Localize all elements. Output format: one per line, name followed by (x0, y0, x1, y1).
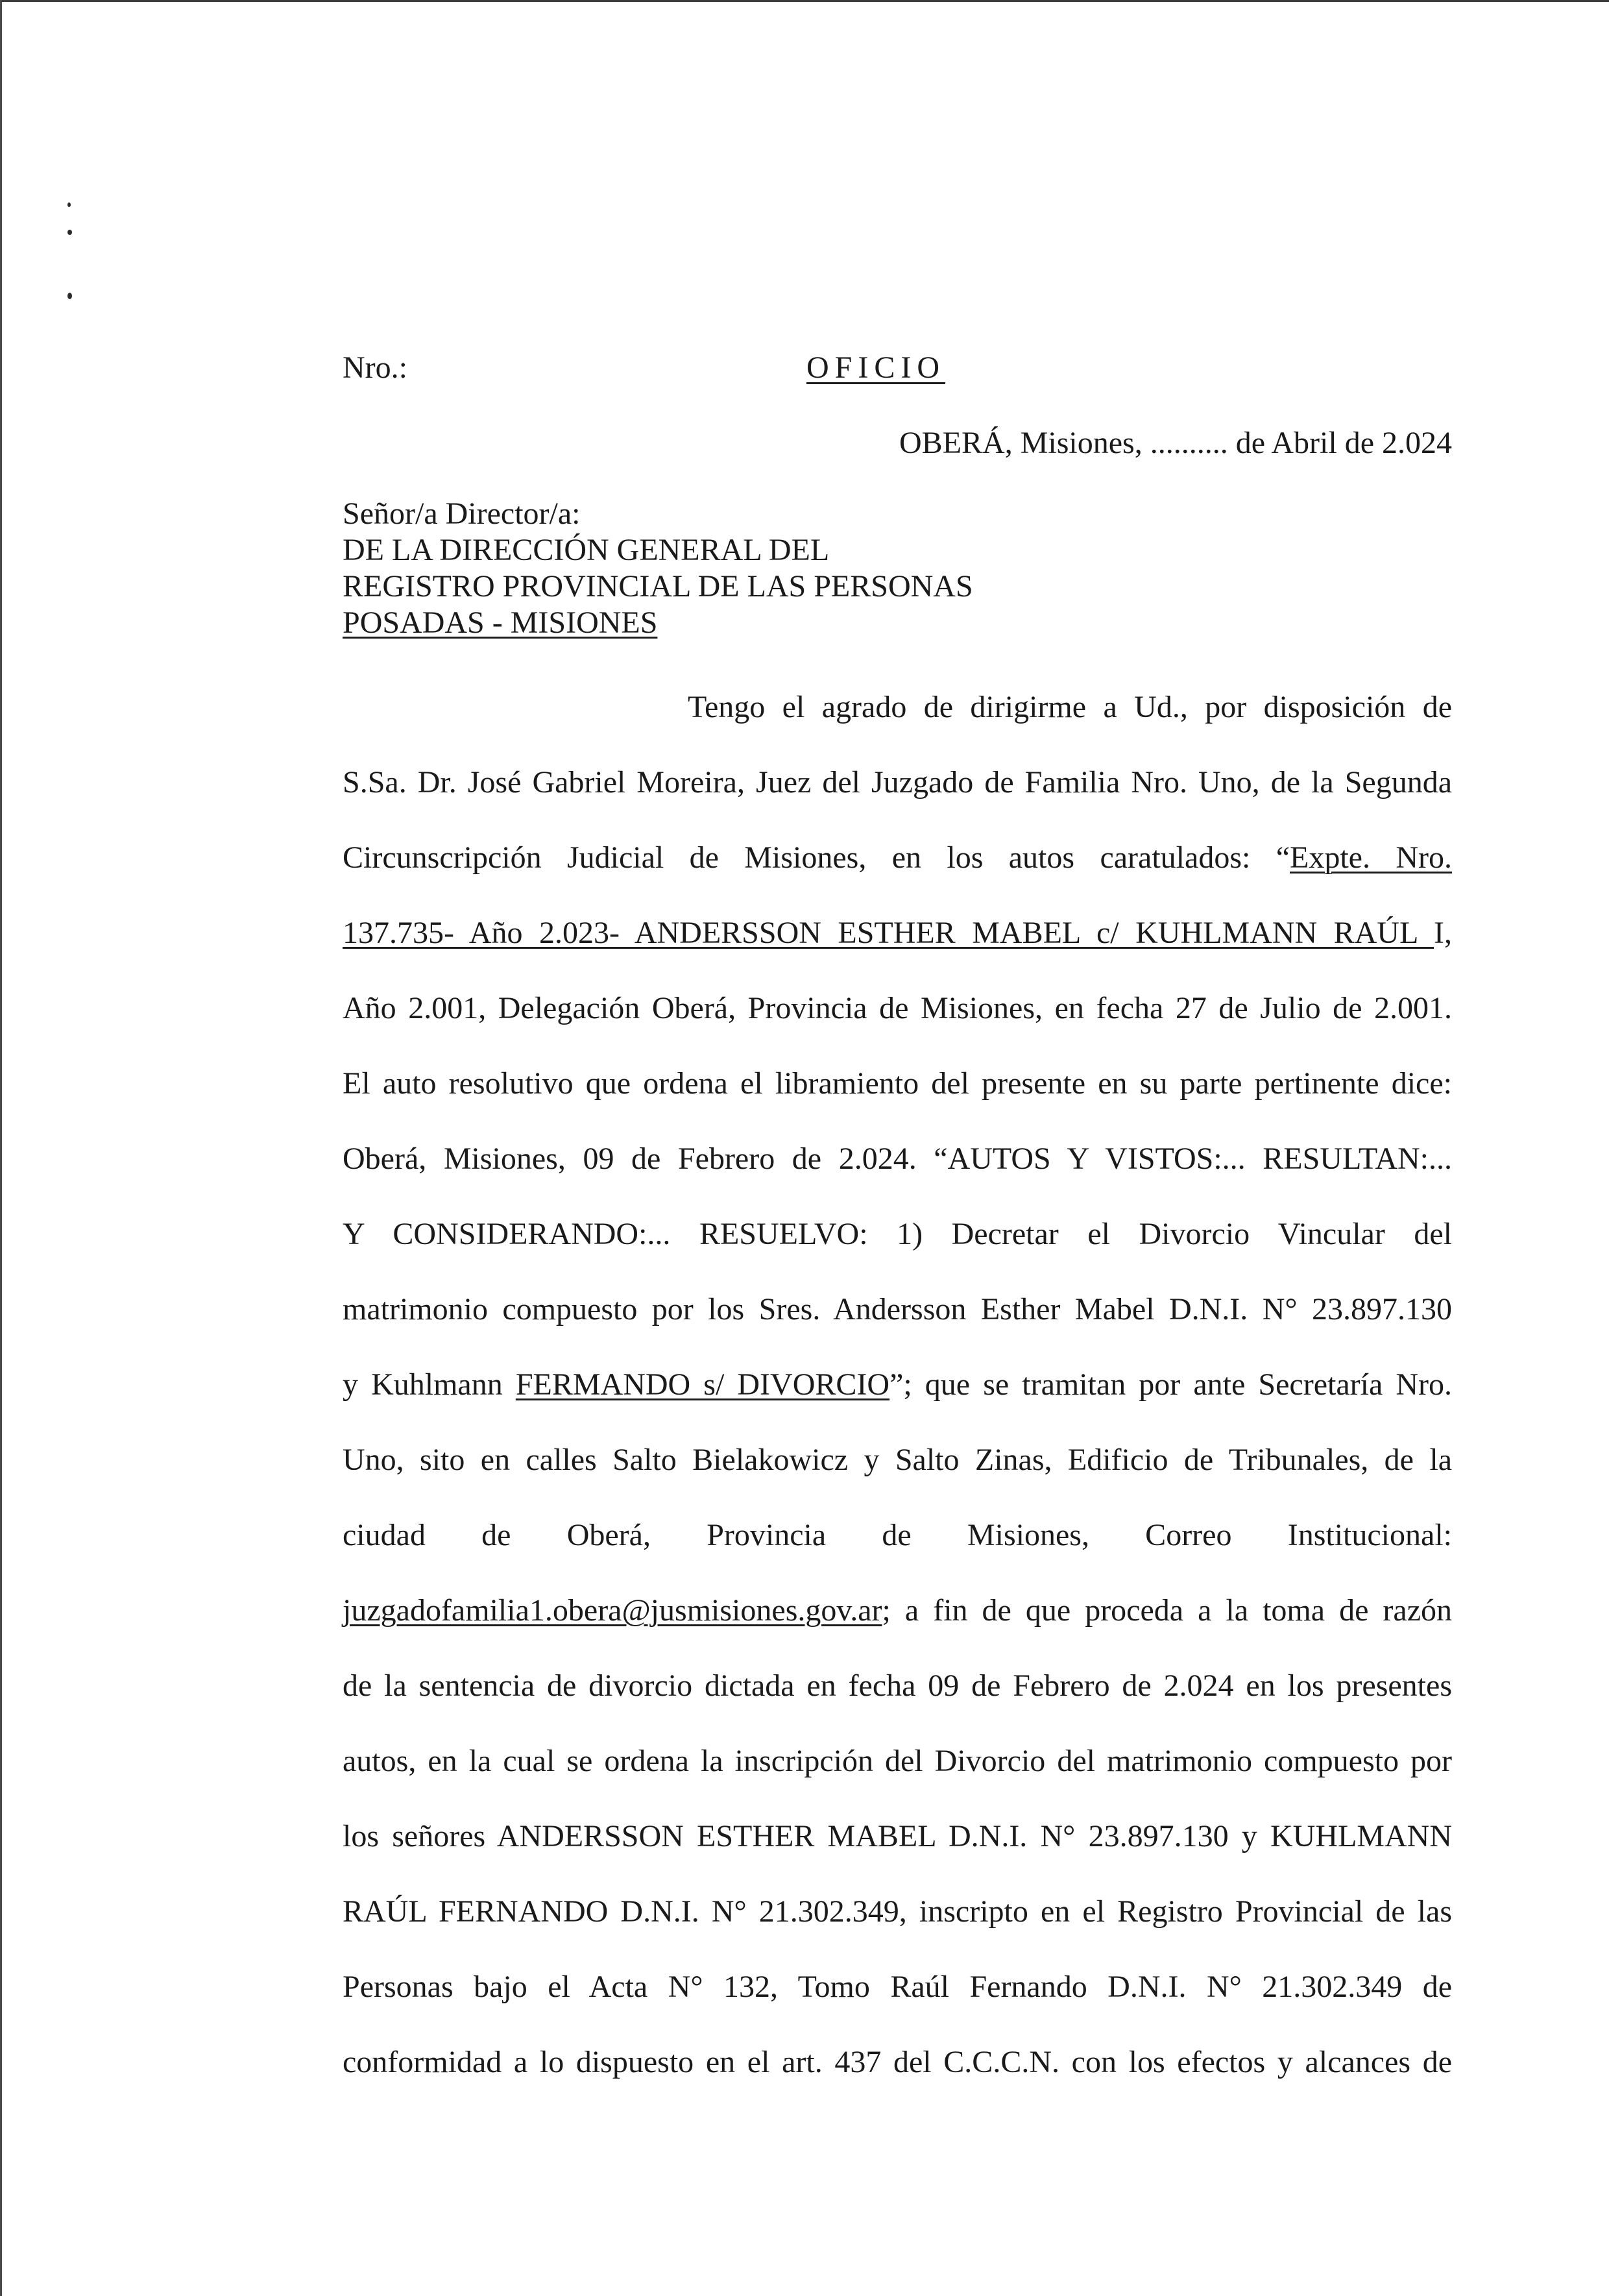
case-reference: Expte. Nro. (1290, 840, 1452, 875)
body-line: Y CONSIDERANDO:... RESUELVO: 1) Decretar el Divorcio Vincular del (343, 1217, 1452, 1251)
recipient-location: POSADAS - MISIONES (343, 605, 658, 640)
body-line (343, 912, 1452, 954)
scan-top-edge (0, 0, 1609, 2)
body-line: de la sentencia de divorcio dictada en fecha 09 de Febrero de 2.024 en los presentes (343, 1668, 1452, 1703)
recipient-salutation: Señor/a Director/a: (343, 496, 581, 531)
body-line: RAÚL FERNANDO D.N.I. N° 21.302.349, inscripto en el Registro Provincial de las (343, 1894, 1452, 1929)
recipient-line: DE LA DIRECCIÓN GENERAL DEL (343, 533, 830, 567)
body-text: ”; que se tramitan por ante Secretaría Nro. (889, 1367, 1453, 1402)
scan-speck (67, 293, 72, 299)
recipient-line: REGISTRO PROVINCIAL DE LAS PERSONAS (343, 569, 973, 604)
body-text: y Kuhlmann (343, 1367, 516, 1402)
body-line: Oberá, Misiones, 09 de Febrero de 2.024. “AUTOS Y VISTOS:... RESULTAN:... (343, 1142, 1452, 1176)
document-number-label: Nro.: (343, 350, 407, 385)
case-reference: FERMANDO s/ DIVORCIO (515, 1367, 890, 1402)
body-text: I, (1434, 916, 1452, 950)
scan-speck (67, 230, 72, 235)
body-text: Circunscripción Judicial de Misiones, en los autos caratulados: “ (343, 840, 1290, 875)
case-reference: 137.735- Año 2.023- ANDERSSON ESTHER MABEL c/ KUHLMANN RAÚL (343, 916, 1434, 950)
body-line: Personas bajo el Acta N° 132, Tomo Raúl Fernando D.N.I. N° 21.302.349 de (343, 1970, 1452, 2004)
body-line: El auto resolutivo que ordena el libramiento del presente en su parte pertinente dice: (343, 1066, 1452, 1101)
document-title: OFICIO (806, 350, 946, 385)
body-line: ciudad de Oberá, Provincia de Misiones, Correo Institucional: (343, 1518, 1452, 1552)
institutional-email-link[interactable]: juzgadofamilia1.obera@jusmisiones.gov.ar (343, 1593, 882, 1628)
scan-speck (67, 202, 71, 207)
body-line: Tengo el agrado de dirigirme a Ud., por disposición de (688, 690, 1452, 724)
scan-left-edge (0, 0, 2, 2296)
body-line (343, 1590, 1452, 1631)
body-line (343, 1364, 1452, 1406)
recipient-block (343, 496, 973, 641)
date-line: OBERÁ, Misiones, .......... de Abril de 2.024 (899, 426, 1452, 460)
body-line: matrimonio compuesto por los Sres. Andersson Esther Mabel D.N.I. N° 23.897.130 (343, 1292, 1452, 1326)
body-line: conformidad a lo dispuesto en el art. 437 del C.C.C.N. con los efectos y alcances de (343, 2045, 1452, 2079)
body-line: los señores ANDERSSON ESTHER MABEL D.N.I. N° 23.897.130 y KUHLMANN (343, 1819, 1452, 1853)
body-line: S.Sa. Dr. José Gabriel Moreira, Juez del Juzgado de Familia Nro. Uno, de la Segunda (343, 765, 1452, 800)
body-line: Año 2.001, Delegación Oberá, Provincia de Misiones, en fecha 27 de Julio de 2.001. (343, 991, 1452, 1025)
body-text: ; a fin de que proceda a la toma de razón (882, 1593, 1452, 1628)
body-line: autos, en la cual se ordena la inscripción del Divorcio del matrimonio compuesto por (343, 1744, 1452, 1778)
body-line: Uno, sito en calles Salto Bielakowicz y Salto Zinas, Edificio de Tribunales, de la (343, 1443, 1452, 1477)
body-line (343, 837, 1452, 879)
